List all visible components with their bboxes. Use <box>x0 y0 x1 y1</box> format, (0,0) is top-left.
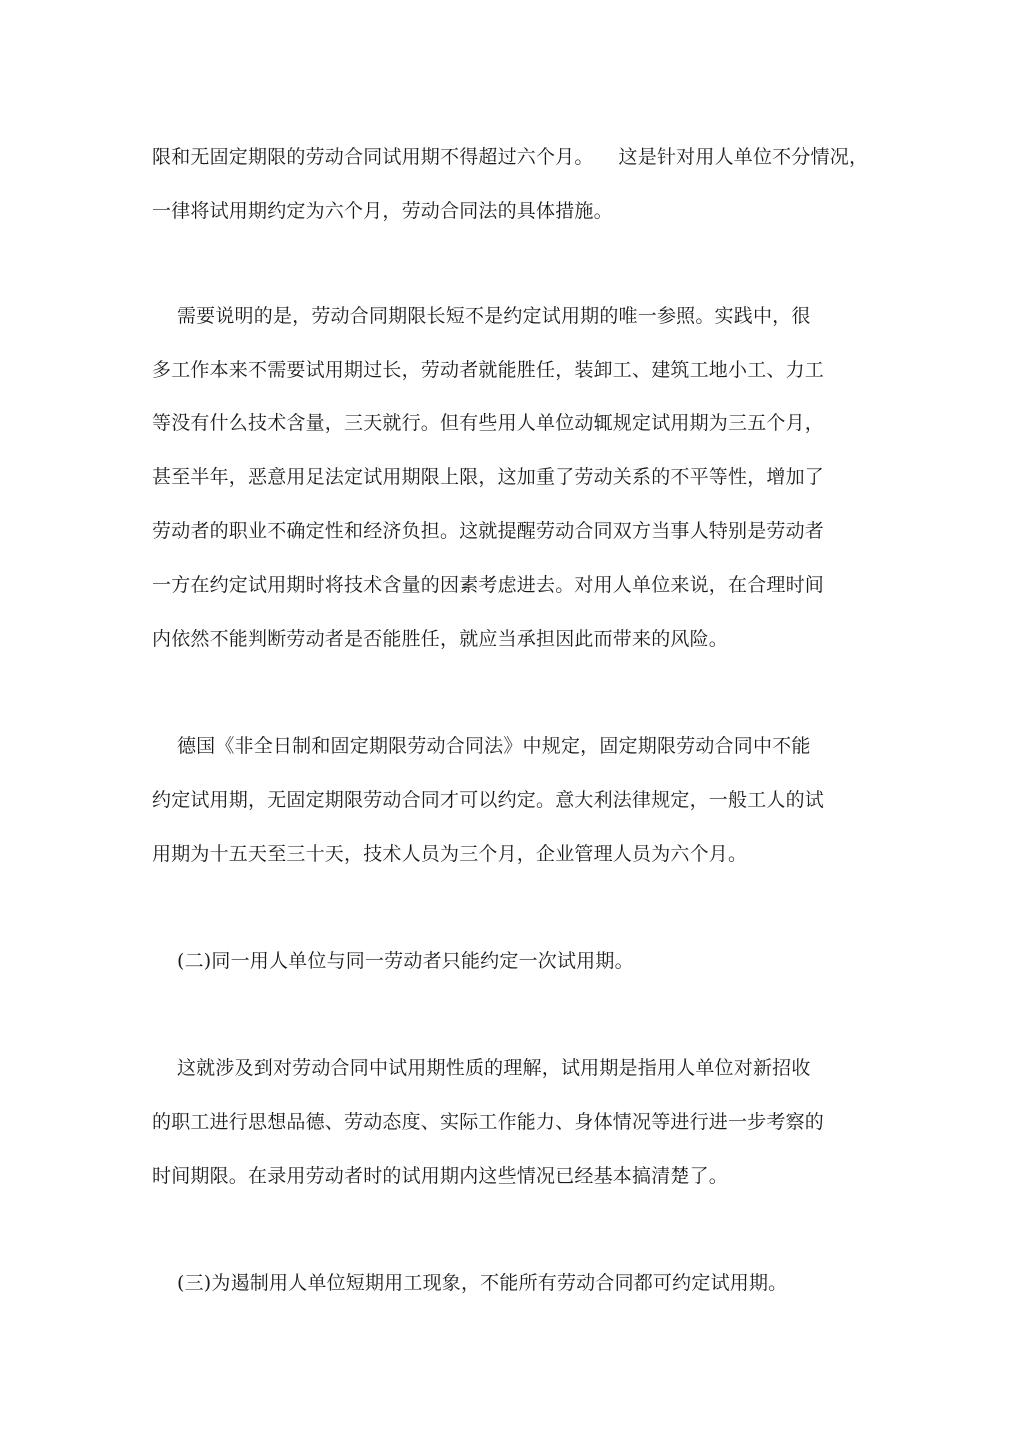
paragraph-5-line-2: 的职工进行思想品德、劳动态度、实际工作能力、身体情况等进行进一步考察的 <box>152 1111 825 1133</box>
paragraph-2-line-3: 等没有什么技术含量，三天就行。但有些用人单位动辄规定试用期为三五个月， <box>152 412 825 434</box>
paragraph-3-line-2: 约定试用期，无固定期限劳动合同才可以约定。意大利法律规定，一般工人的试 <box>152 789 825 811</box>
paragraph-2-line-1: 需要说明的是，劳动合同期限长短不是约定试用期的唯一参照。实践中，很 <box>152 305 811 327</box>
paragraph-2-line-4: 甚至半年，恶意用足法定试用期限上限，这加重了劳动关系的不平等性，增加了 <box>152 466 825 488</box>
paragraph-5-line-3: 时间期限。在录用劳动者时的试用期内这些情况已经基本搞清楚了。 <box>152 1165 729 1187</box>
paragraph-4-line-1: (二)同一用人单位与同一劳动者只能约定一次试用期。 <box>152 950 634 972</box>
paragraph-3-line-1: 德国《非全日制和固定期限劳动合同法》中规定，固定期限劳动合同中不能 <box>152 735 811 757</box>
paragraph-2-line-2: 多工作本来不需要试用期过长，劳动者就能胜任，装卸工、建筑工地小工、力工 <box>152 359 825 381</box>
paragraph-2-line-5: 劳动者的职业不确定性和经济负担。这就提醒劳动合同双方当事人特别是劳动者 <box>152 520 825 542</box>
paragraph-5-line-1: 这就涉及到对劳动合同中试用期性质的理解，试用期是指用人单位对新招收 <box>152 1057 811 1079</box>
paragraph-2-line-6: 一方在约定试用期时将技术含量的因素考虑进去。对用人单位来说，在合理时间 <box>152 574 825 596</box>
paragraph-1-line-2: 一律将试用期约定为六个月，劳动合同法的具体措施。 <box>152 200 613 222</box>
paragraph-2-line-7: 内依然不能判断劳动者是否能胜任，就应当承担因此而带来的风险。 <box>152 628 729 650</box>
paragraph-1-line-1: 限和无固定期限的劳动合同试用期不得超过六个月。 这是针对用人单位不分情况， <box>152 146 869 168</box>
paragraph-6-line-1: (三)为遏制用人单位短期用工现象，不能所有劳动合同都可约定试用期。 <box>152 1272 788 1294</box>
paragraph-3-line-3: 用期为十五天至三十天，技术人员为三个月，企业管理人员为六个月。 <box>152 843 748 865</box>
